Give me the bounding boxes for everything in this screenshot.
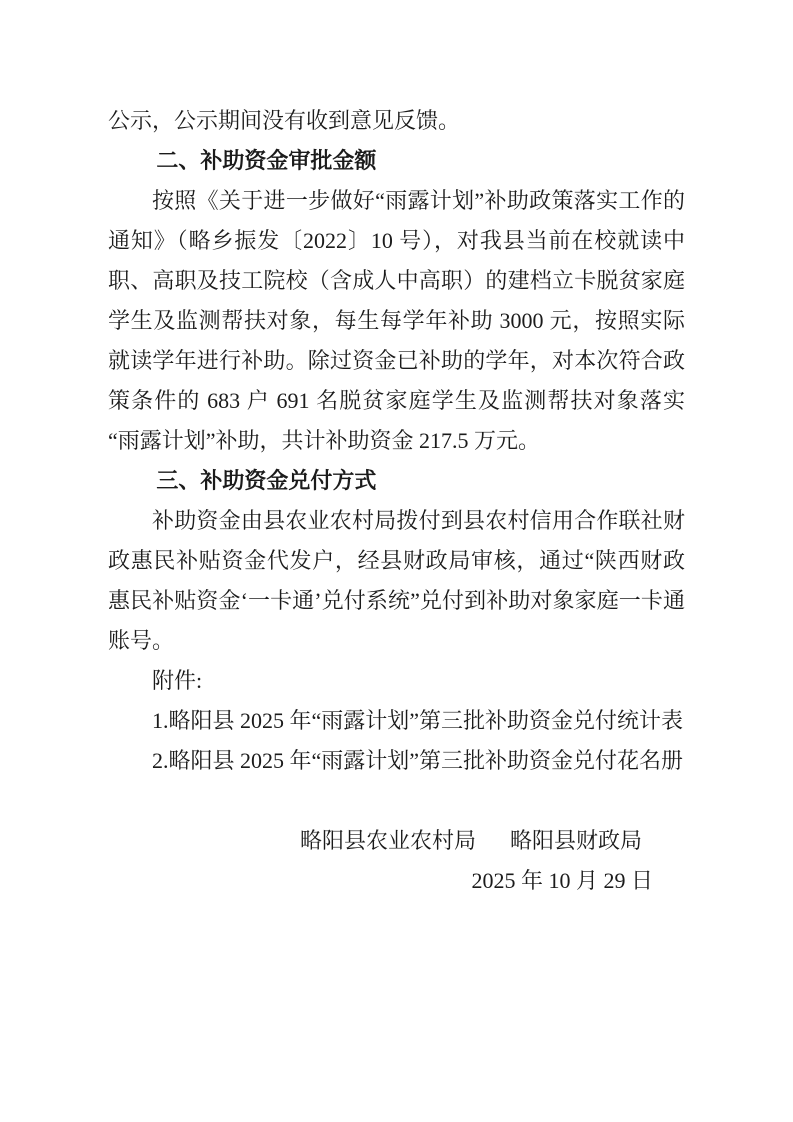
section-3-heading: 三、补助资金兑付方式 (156, 468, 377, 493)
signature-orgs (108, 821, 642, 861)
section-2-paragraph: 按照《关于进一步做好“雨露计划”补助政策落实工作的通知》（略乡振发〔2022〕10 号），对我县当前在校就读中职、高职及技工院校（含成人中高职）的建档立卡脱贫家庭学生及监测帮扶对象，每生每学年补助 3000 元，按照实际就读学年进行补助。除过资金已补助的学年，对本次符合政策条件的 683 户 691 名脱贫家庭学生及监测帮扶对象落实“雨露计划”补助，共计补助资金 217.5 万元。 (108, 188, 685, 453)
signature-org-agriculture-bureau: 略阳县农业农村局 (299, 828, 476, 853)
document-body (108, 101, 685, 901)
signature-date: 2025 年 10 月 29 日 (471, 868, 653, 893)
section-3-paragraph: 补助资金由县农业农村局拨付到县农村信用合作联社财政惠民补贴资金代发户，经县财政局审核，通过“陕西财政惠民补贴资金‘一卡通’兑付系统”兑付到补助对象家庭一卡通账号。 (108, 508, 685, 653)
attachment-item-1: 1.略阳县 2025 年“雨露计划”第三批补助资金兑付统计表 (152, 708, 684, 733)
section-2-heading: 二、补助资金审批金额 (156, 148, 377, 173)
attachments-label: 附件: (152, 668, 203, 693)
intro-paragraph: 公示，公示期间没有收到意见反馈。 (108, 108, 461, 133)
signature-org-finance-bureau: 略阳县财政局 (509, 828, 642, 853)
blank-line (108, 781, 685, 821)
attachment-item-2: 2.略阳县 2025 年“雨露计划”第三批补助资金兑付花名册 (152, 748, 684, 773)
